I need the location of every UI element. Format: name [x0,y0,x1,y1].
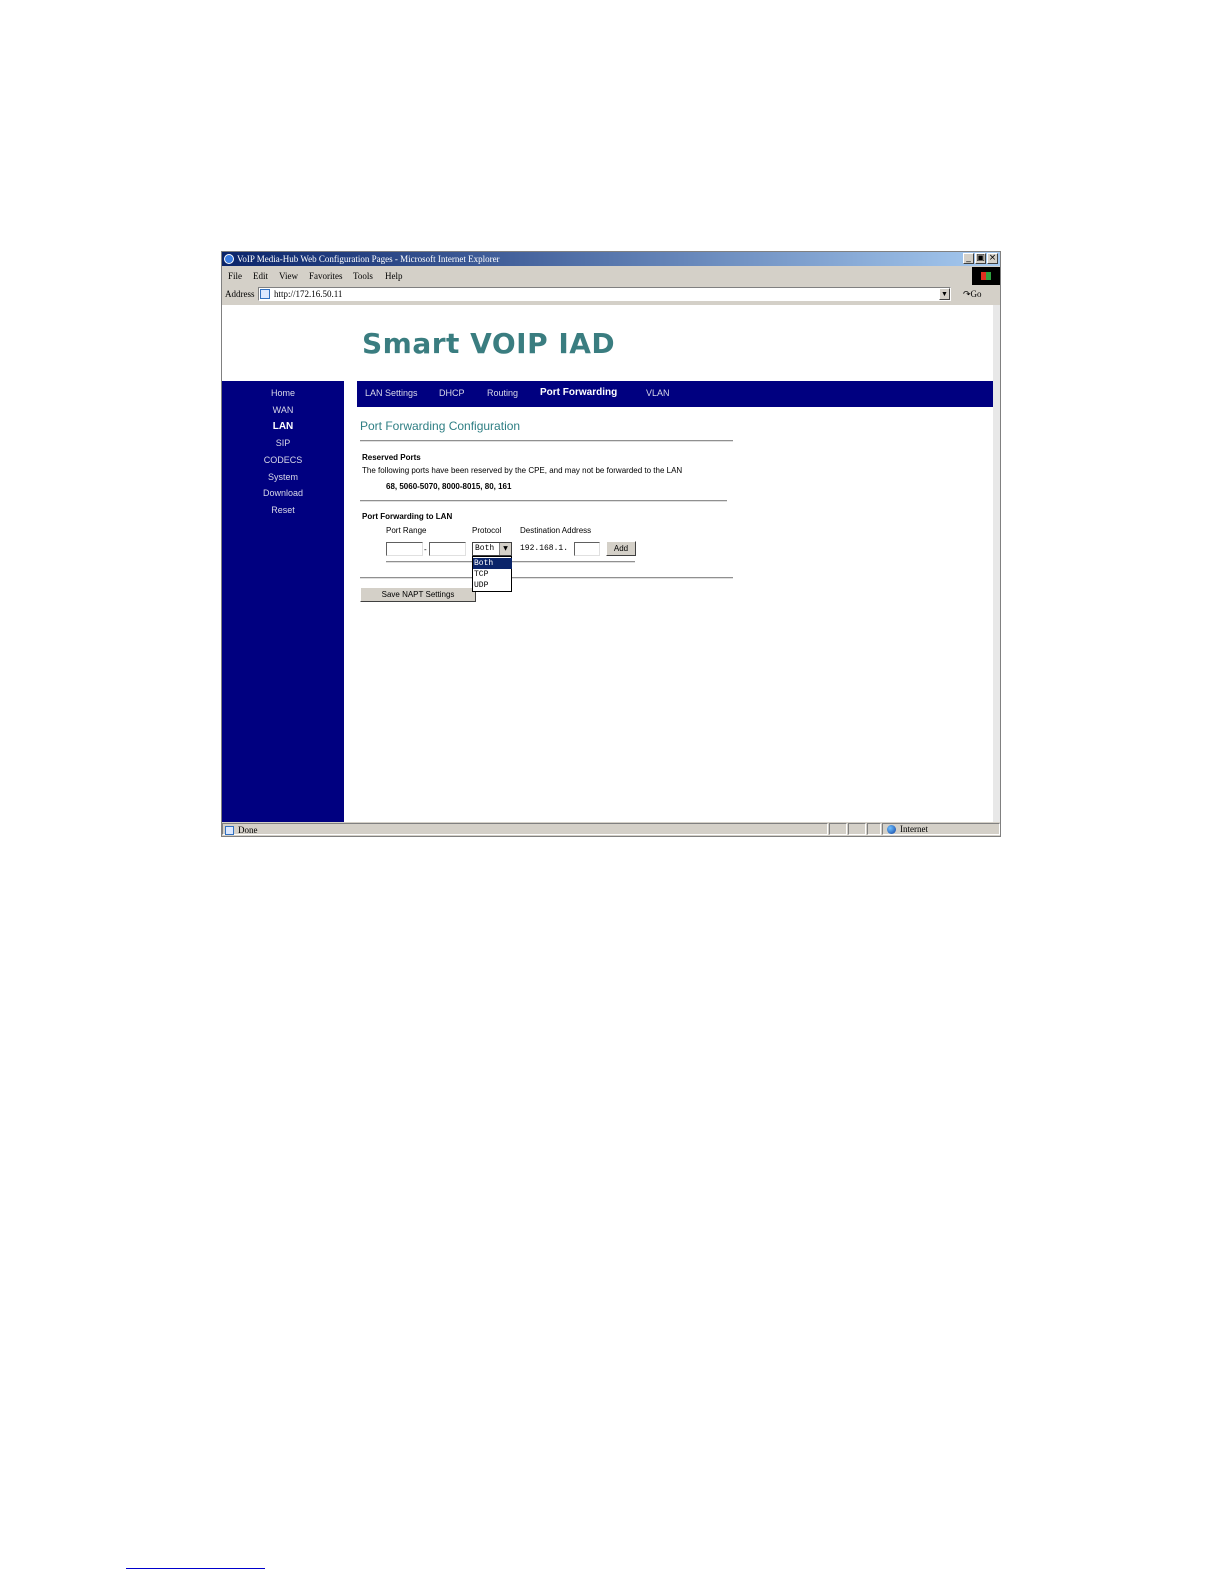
reserved-text: The following ports have been reserved by the CPE, and may not be forwarded to the LAN [362,466,683,475]
protocol-dropdown-list [472,556,512,592]
content [357,407,993,822]
status-text: Done [238,825,258,835]
top-nav [357,381,993,407]
status-segment [867,823,881,835]
reserved-ports: 68, 5060-5070, 8000-8015, 80, 161 [386,482,512,491]
sidebar-item-system[interactable]: System [267,472,298,482]
maximize-button[interactable]: ▣ [976,253,985,263]
sidebar-item-home[interactable]: Home [270,388,295,398]
status-bar [222,822,1000,836]
protocol-select[interactable] [472,542,512,556]
menu-tools[interactable]: Tools [353,271,373,281]
page-title: Port Forwarding Configuration [360,419,521,433]
menu-bar [222,267,1000,285]
port-range-end-input[interactable] [429,542,466,556]
windows-logo-icon [972,267,1000,285]
chevron-down-icon[interactable]: ▼ [499,543,511,555]
destination-label: Destination Address [520,526,592,535]
window-title: VoIP Media-Hub Web Configuration Pages - Microsoft Internet Explorer [237,254,500,264]
menu-file[interactable]: File [228,271,243,281]
globe-icon [887,825,896,834]
add-button[interactable]: Add [606,541,636,556]
sidebar-item-download[interactable]: Download [262,488,304,498]
address-bar [222,286,1000,303]
close-button[interactable]: × [988,253,997,263]
tab-port-forwarding[interactable]: Port Forwarding [540,387,618,398]
sidebar-item-reset[interactable]: Reset [271,505,295,515]
browser-window [221,251,1001,837]
protocol-option-both[interactable]: Both [473,558,512,569]
ip-prefix: 192.168.1. [520,544,569,553]
sidebar-item-sip[interactable]: SIP [275,438,291,448]
menu-favorites[interactable]: Favorites [309,271,343,281]
page-icon [260,289,270,299]
sidebar-item-wan[interactable]: WAN [272,405,294,415]
status-segment [848,823,866,835]
divider [360,440,733,442]
sidebar-item-lan[interactable]: LAN [272,421,294,432]
banner [222,305,993,381]
page-done-icon [225,826,234,835]
port-forwarding-heading: Port Forwarding to LAN [362,512,453,521]
tab-lan-settings[interactable]: LAN Settings [365,388,418,398]
go-button[interactable] [963,289,982,300]
sidebar [222,381,344,822]
range-separator: - [424,545,427,554]
protocol-option-udp[interactable]: UDP [474,581,489,590]
status-segment [829,823,847,835]
menu-view[interactable]: View [279,271,298,281]
address-input[interactable] [258,287,951,301]
security-zone [882,823,1000,835]
go-label: Go [970,289,982,299]
tab-dhcp[interactable]: DHCP [439,388,465,398]
divider [360,577,733,579]
footer-link-line [126,1568,265,1569]
protocol-option-tcp[interactable]: TCP [474,570,489,579]
title-bar [222,252,1000,266]
menu-edit[interactable]: Edit [253,271,268,281]
tab-routing[interactable]: Routing [487,388,519,398]
reserved-heading: Reserved Ports [362,453,421,462]
save-napt-settings-button[interactable]: Save NAPT Settings [360,587,476,602]
ie-icon [224,254,234,264]
protocol-label: Protocol [472,526,502,535]
port-range-start-input[interactable] [386,542,423,556]
address-label: Address [225,289,255,299]
sidebar-item-codecs[interactable]: CODECS [263,455,303,465]
minimize-button[interactable]: _ [963,253,974,264]
address-url: http://172.16.50.11 [274,289,343,299]
ip-last-octet-input[interactable] [574,542,600,556]
protocol-selected-value: Both [475,544,495,553]
address-dropdown-button[interactable]: ▼ [939,288,950,300]
status-main [222,823,828,835]
zone-text: Internet [900,824,928,834]
page-viewport [222,305,993,822]
brand-title: Smart VOIP IAD [362,327,616,360]
vertical-scrollbar[interactable] [993,305,1000,822]
menu-help[interactable]: Help [385,271,403,281]
go-arrow-icon: ↷ [963,289,971,299]
divider [360,500,727,502]
tab-vlan[interactable]: VLAN [646,388,670,398]
port-range-label: Port Range [386,526,427,535]
